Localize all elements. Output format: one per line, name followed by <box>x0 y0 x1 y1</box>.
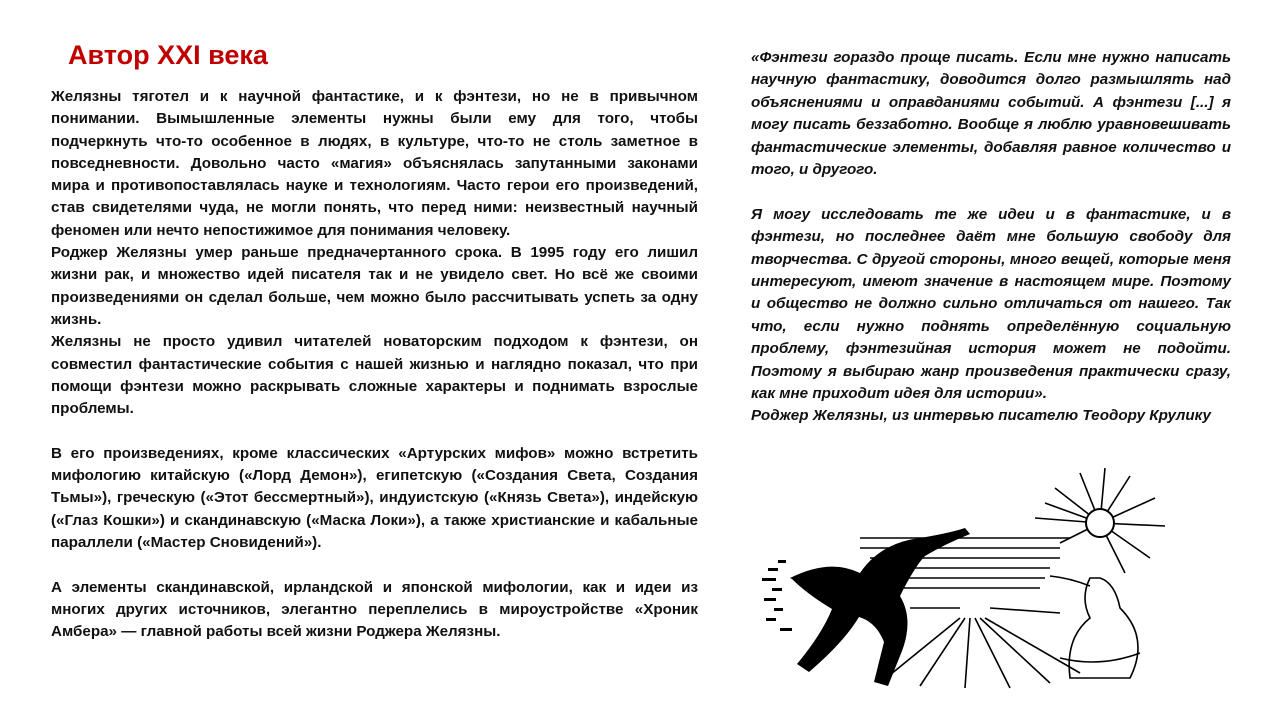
sun-figures-illustration <box>760 468 1220 694</box>
paragraph-death: Роджер Желязны умер раньше предначертанного срока. В 1995 году его лишил жизни рак, и множество идей писателя так и не увидело свет. Но всё же своими произведениями он сделал больше, чем можно было рассчитывать успеть за одну жизнь. <box>51 244 698 328</box>
quote-attribution: Роджер Желязны, из интервью писателю Теодору Крулику <box>751 407 1211 425</box>
paragraph-amber: А элементы скандинавской, ирландской и японской мифологии, как и идеи из многих других источников, элегантно переплелись в мироустройстве «Хроник Амбера» — главной работы всей жизни Роджера Желязны. <box>51 578 698 641</box>
main-text <box>51 86 698 643</box>
paragraph-innovation: Желязны не просто удивил читателей новаторским подходом к фэнтези, он совместил фантастические события с нашей жизнью и наглядно показал, что при помощи фэнтези можно раскрывать сложные характеры и поднимать взрослые проблемы. <box>51 333 698 418</box>
author-quote <box>751 47 1231 428</box>
paragraph-genres: Желязны тяготел и к научной фантастике, и к фэнтези, но не в привычном понимании. Вымышленные элементы нужны были ему для того, чтобы подчеркнуть что-то особенное в людях, в культуре, что-то не столь заметное в повседневности. Довольно часто «магия» объяснялась запутанными законами мира и противопоставлялась науке и технологиям. Часто герои его произведений, став свидетелями чуда, не могли понять, что перед ними: неизвестный научный феномен или нечто непостижимое для понимания человеку. <box>51 88 698 239</box>
quote-part-1: «Фэнтези гораздо проще писать. Если мне нужно написать научную фантастику, доводится долго размышлять над объяснениями и оправданиями событий. А фэнтези [...] я могу писать беззаботно. Вообще я люблю уравновешивать фантастические элементы, добавляя равное количество и того, и другого. <box>751 49 1231 179</box>
slide-title: Автор XXI века <box>68 40 268 70</box>
quote-part-2: Я могу исследовать те же идеи и в фантастике, и в фэнтези, но последнее даёт мне большую свободу для творчества. С другой стороны, много вещей, которые меня интересуют, имеют значение в настоящем мире. Поэтому и общество не должно сильно отличаться от нашего. Так что, если нужно поднять определённую социальную проблему, фэнтезийная история может не подойти. Поэтому я выбираю жанр произведения практически сразу, как мне приходит идея для истории». <box>751 205 1231 403</box>
paragraph-mythology: В его произведениях, кроме классических «Артурских мифов» можно встретить мифологию китайскую («Лорд Демон»), египетскую («Создания Света, Создания Тьмы»), греческую («Этот бессмертный»), индуистскую («Князь Света»), индейскую («Глаз Кошки») и скандинавскую («Маска Локи»), а также христианские и кабальные параллели («Мастер Сновидений»). <box>51 444 698 551</box>
